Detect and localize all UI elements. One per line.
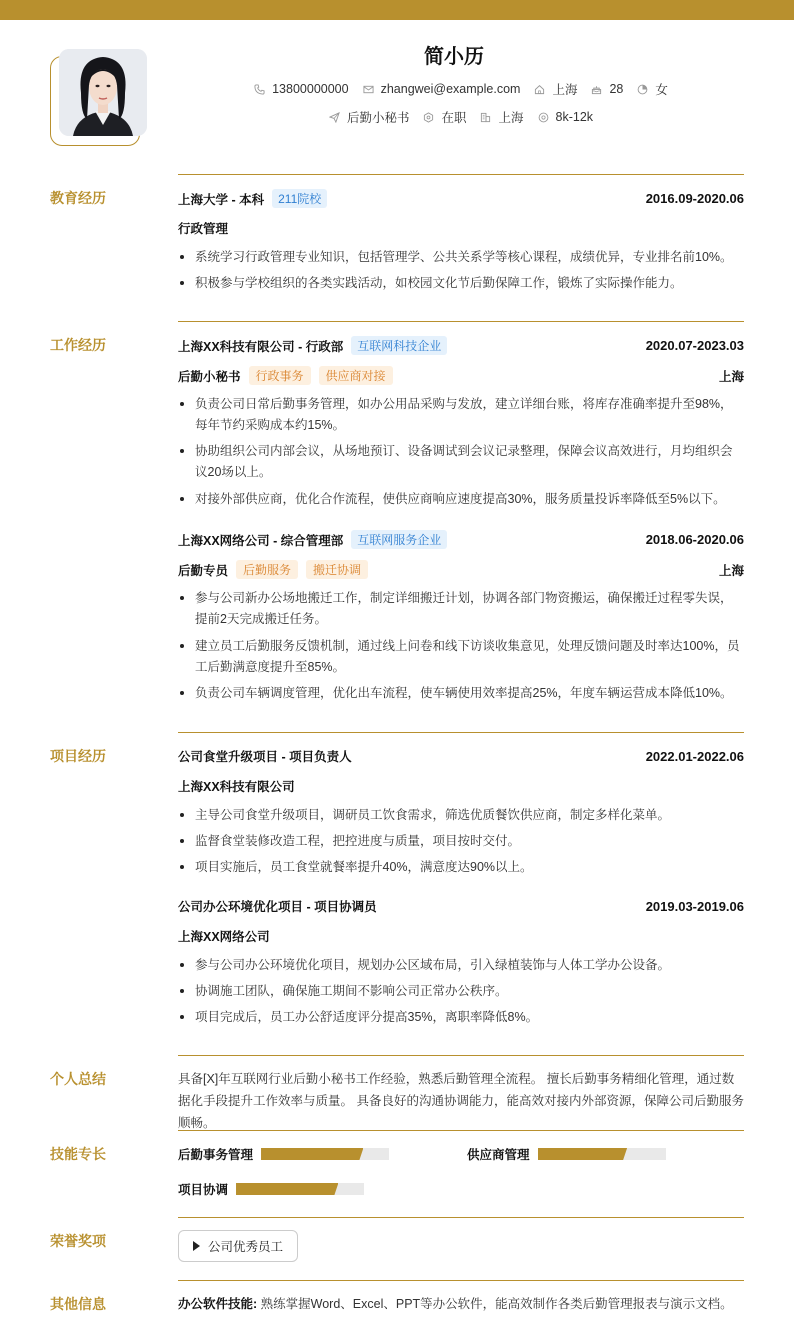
project-title: 公司食堂升级项目 - 项目负责人 bbox=[178, 750, 352, 764]
mail-icon bbox=[363, 84, 374, 95]
role-name: 后勤专员 bbox=[178, 563, 229, 578]
list-item: 负责公司车辆调度管理，优化出车流程，使车辆使用效率提高25%，年度车辆运营成本降低10%。 bbox=[178, 683, 744, 704]
company-tag: 互联网服务企业 bbox=[351, 530, 447, 549]
work-role-row bbox=[178, 366, 744, 385]
skill-item bbox=[178, 1180, 364, 1198]
project-company-row bbox=[178, 777, 744, 795]
list-item: 监督食堂装修改造工程，把控进度与质量，项目按时交付。 bbox=[178, 831, 744, 852]
section-title-other: 其他信息 bbox=[50, 1296, 106, 1312]
section-title-summary: 个人总结 bbox=[50, 1071, 106, 1087]
candidate-name: 简小历 bbox=[424, 46, 484, 68]
email-text: zhangwei@example.com bbox=[380, 82, 521, 96]
skill-bar-fill bbox=[261, 1148, 363, 1160]
list-item: 建立员工后勤服务反馈机制，通过线上问卷和线下访谈收集意见，处理反馈问题及时率达100%，员工后勤满意度提升至85%。 bbox=[178, 636, 744, 678]
role-name: 后勤小秘书 bbox=[178, 369, 241, 384]
work-header bbox=[178, 530, 744, 549]
project-date: 2019.03-2019.06 bbox=[645, 898, 744, 914]
section-title-projects: 项目经历 bbox=[50, 748, 106, 764]
building-icon bbox=[480, 112, 491, 123]
home-icon bbox=[534, 84, 545, 95]
play-icon bbox=[193, 1241, 200, 1251]
skill-bar bbox=[538, 1148, 666, 1160]
list-item: 主导公司食堂升级项目，调研员工饮食需求，筛选优质餐饮供应商，制定多样化菜单。 bbox=[178, 805, 744, 826]
work-date: 2020.07-2023.03 bbox=[645, 338, 744, 353]
phone-text: 13800000000 bbox=[272, 82, 349, 96]
skill-name: 供应商管理 bbox=[467, 1148, 530, 1162]
other-info bbox=[178, 1293, 744, 1315]
section-divider bbox=[178, 174, 744, 175]
section-title-work: 工作经历 bbox=[50, 337, 106, 353]
skill-name: 项目协调 bbox=[178, 1183, 229, 1197]
work-city: 上海 bbox=[718, 563, 744, 578]
section-divider bbox=[178, 321, 744, 322]
work-date: 2018.06-2020.06 bbox=[645, 532, 744, 547]
target-city-text: 上海 bbox=[498, 111, 524, 125]
list-item: 参与公司新办公场地搬迁工作，制定详细搬迁计划，协调各部门物资搬运，确保搬迁过程零失误，提前2天完成搬迁任务。 bbox=[178, 588, 744, 630]
status-text: 在职 bbox=[441, 111, 467, 125]
role-tag: 后勤服务 bbox=[236, 560, 298, 579]
section-title-skills: 技能专长 bbox=[50, 1146, 106, 1162]
project-company: 上海XX科技有限公司 bbox=[178, 780, 295, 794]
status-item bbox=[423, 108, 466, 126]
other-info-text: 熟练掌握Word、Excel、PPT等办公软件，能高效制作各类后勤管理报表与演示文档。 bbox=[260, 1297, 733, 1311]
list-item: 积极参与学校组织的各类实践活动，如校园文化节后勤保障工作，锻炼了实际操作能力。 bbox=[178, 273, 744, 294]
section-divider bbox=[178, 1130, 744, 1131]
company-tag: 互联网科技企业 bbox=[351, 336, 447, 355]
skill-bar-fill bbox=[538, 1148, 628, 1160]
section-divider bbox=[178, 1055, 744, 1056]
skill-item bbox=[467, 1145, 666, 1163]
project-date: 2022.01-2022.06 bbox=[645, 748, 744, 764]
location-text: 上海 bbox=[552, 83, 578, 97]
section-divider bbox=[178, 1217, 744, 1218]
skill-bar bbox=[236, 1183, 364, 1195]
skill-bar bbox=[261, 1148, 389, 1160]
project-header bbox=[178, 897, 744, 915]
role-tag: 搬迁协调 bbox=[306, 560, 368, 579]
work-role-row bbox=[178, 560, 744, 579]
award-label: 公司优秀员工 bbox=[208, 1240, 284, 1254]
list-item: 负责公司日常后勤事务管理，如办公用品采购与发放，建立详细台账，将库存准确率提升至98%，每年节约采购成本约15%。 bbox=[178, 394, 744, 436]
top-accent-bar bbox=[0, 0, 794, 20]
list-item: 参与公司办公环境优化项目，规划办公区域布局，引入绿植装饰与人体工学办公设备。 bbox=[178, 955, 744, 976]
skill-item bbox=[178, 1145, 389, 1163]
phone-icon bbox=[254, 84, 265, 95]
job-intent-row bbox=[178, 108, 744, 126]
summary-text: 具备[X]年互联网行业后勤小秘书工作经验，熟悉后勤管理全流程。 擅长后勤事务精细化管理，通过数据化手段提升工作效率与质量。 具备良好的沟通协调能力，能高效对接内外部资源，保障公司后勤服务顺畅。 bbox=[178, 1072, 744, 1130]
age-icon bbox=[591, 84, 602, 95]
project-company: 上海XX网络公司 bbox=[178, 930, 270, 944]
company-name: 上海XX网络公司 - 综合管理部 bbox=[178, 533, 344, 548]
gender-item bbox=[637, 80, 668, 98]
project-header bbox=[178, 747, 744, 765]
send-icon bbox=[329, 112, 340, 123]
skill-bar-fill bbox=[236, 1183, 338, 1195]
list-item: 协调施工团队，确保施工期间不影响公司正常办公秩序。 bbox=[178, 981, 744, 1002]
phone-item bbox=[254, 82, 348, 96]
target-city-item bbox=[480, 108, 523, 126]
major: 行政管理 bbox=[178, 222, 229, 236]
role-tag: 供应商对接 bbox=[319, 366, 393, 385]
list-item: 对接外部供应商，优化合作流程，使供应商响应速度提高30%，服务质量投诉率降低至5%以下。 bbox=[178, 489, 744, 510]
company-name: 上海XX科技有限公司 - 行政部 bbox=[178, 339, 344, 354]
education-date: 2016.09-2020.06 bbox=[645, 191, 744, 206]
list-item: 项目实施后，员工食堂就餐率提升40%，满意度达90%以上。 bbox=[178, 857, 744, 878]
section-divider bbox=[178, 1280, 744, 1281]
salary-text: 8k-12k bbox=[555, 110, 594, 124]
education-major-row bbox=[178, 219, 744, 237]
gender-text: 女 bbox=[655, 83, 668, 97]
salary-icon bbox=[538, 112, 549, 123]
work-city: 上海 bbox=[718, 369, 744, 384]
location-item bbox=[534, 80, 577, 98]
education-header bbox=[178, 189, 744, 208]
list-item: 项目完成后，员工办公舒适度评分提高35%，离职率降低8%。 bbox=[178, 1007, 744, 1028]
other-info-label: 办公软件技能: bbox=[178, 1297, 258, 1311]
section-title-awards: 荣誉奖项 bbox=[50, 1233, 106, 1249]
salary-item bbox=[538, 110, 594, 124]
work-header bbox=[178, 336, 744, 355]
list-item: 协助组织公司内部会议，从场地预订、设备调试到会议记录整理，保障会议高效进行，月均组织会议20场以上。 bbox=[178, 441, 744, 483]
award-item[interactable] bbox=[178, 1230, 298, 1262]
email-item bbox=[363, 82, 521, 96]
section-title-education: 教育经历 bbox=[50, 190, 106, 206]
status-icon bbox=[423, 112, 434, 123]
age-item bbox=[591, 82, 623, 96]
target-job-text: 后勤小秘书 bbox=[346, 111, 410, 125]
gender-icon bbox=[637, 84, 648, 95]
skill-name: 后勤事务管理 bbox=[178, 1148, 254, 1162]
contact-row bbox=[178, 80, 744, 98]
project-company-row bbox=[178, 927, 744, 945]
school-tag: 211院校 bbox=[272, 189, 327, 208]
role-tag: 行政事务 bbox=[249, 366, 311, 385]
project-title: 公司办公环境优化项目 - 项目协调员 bbox=[178, 900, 377, 914]
target-job-item bbox=[329, 108, 410, 126]
school-name: 上海大学 - 本科 bbox=[178, 192, 265, 207]
age-text: 28 bbox=[609, 82, 624, 96]
list-item: 系统学习行政管理专业知识，包括管理学、公共关系学等核心课程，成绩优异，专业排名前10%。 bbox=[178, 247, 744, 268]
section-divider bbox=[178, 732, 744, 733]
